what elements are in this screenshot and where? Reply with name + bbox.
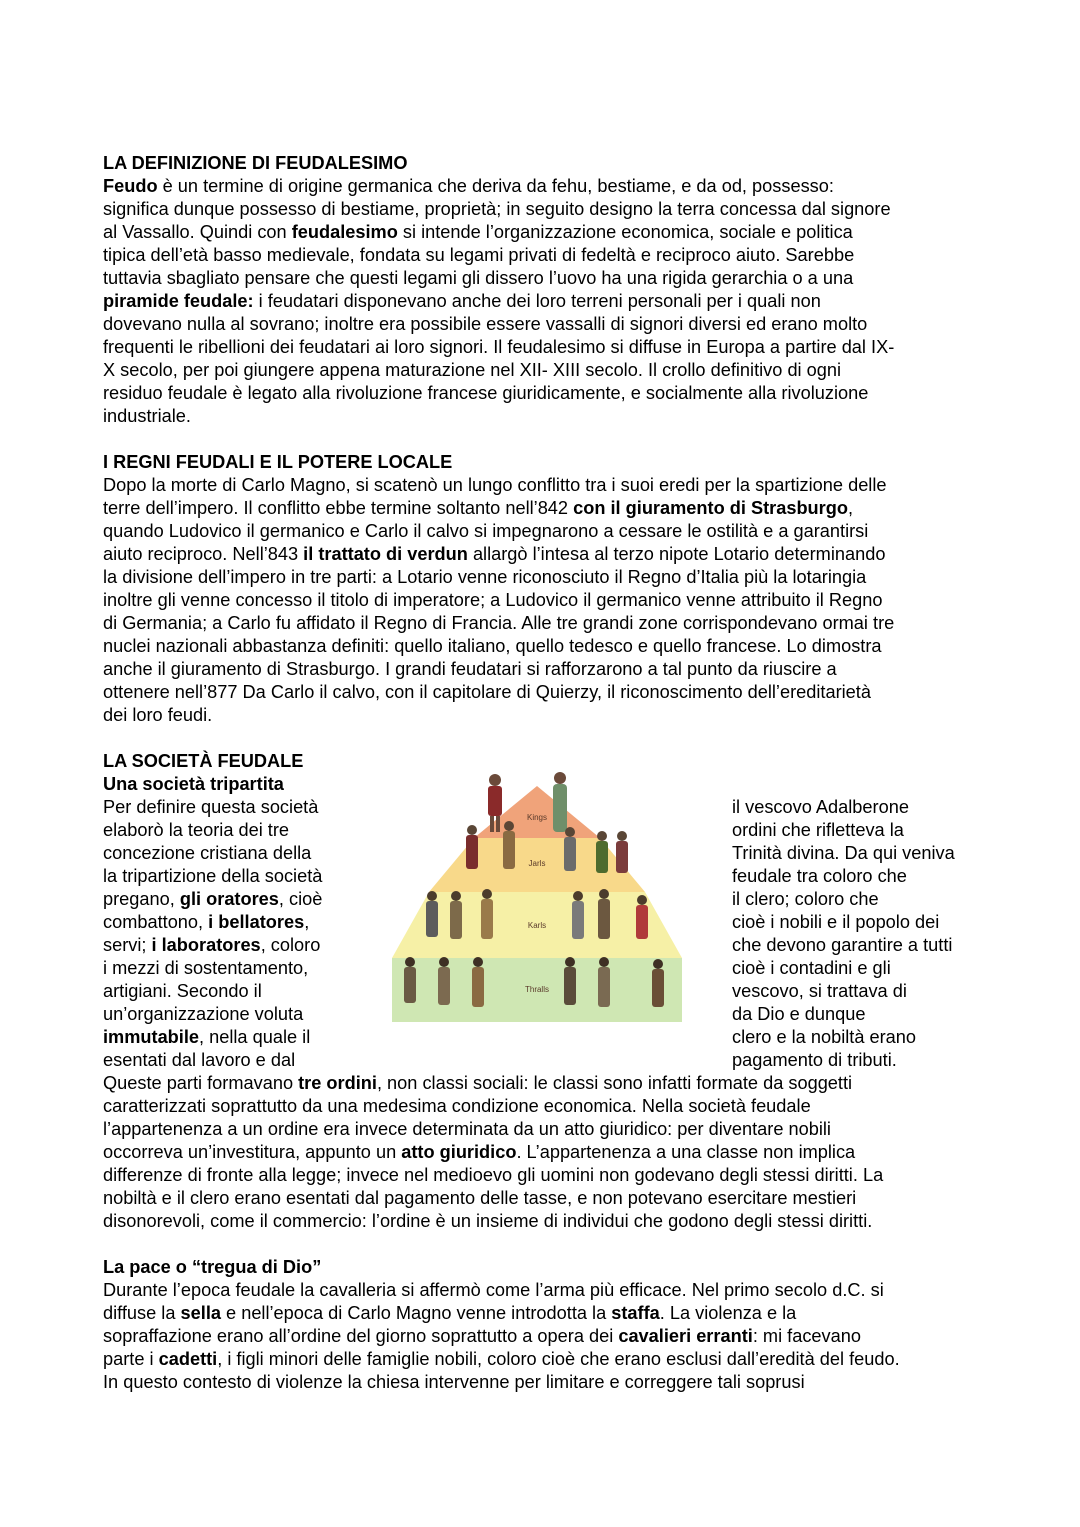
text-run: , coloro bbox=[260, 935, 321, 955]
text-run: , cioè bbox=[278, 889, 323, 909]
bold-term: cavalieri erranti bbox=[618, 1326, 753, 1346]
paragraph-line: anche il giuramento di Strasburgo. I grandi feudatari si rafforzarono a tal punto da riuscire a bbox=[103, 659, 837, 679]
text-run: i feudatari disponevano anche dei loro terreni personali per i quali non bbox=[253, 291, 821, 311]
right-column-line: cioè i nobili e il popolo dei bbox=[732, 912, 940, 932]
text-run: servi; bbox=[103, 935, 152, 955]
right-column-line: feudale tra coloro che bbox=[732, 866, 907, 886]
paragraph-line: nobiltà e il clero erano esentati dal pagamento delle tasse, e non potevano esercitare mestieri bbox=[103, 1188, 857, 1208]
bold-term: con il giuramento di Strasburgo bbox=[573, 498, 848, 518]
paragraph-line: residuo feudale è legato alla rivoluzione francese giuridicamente, e socialmente alla rivoluzione bbox=[103, 383, 869, 403]
paragraph-line bbox=[103, 290, 821, 313]
paragraph-line: frequenti le ribellioni dei feudatari ai loro signori. Il feudalesimo si diffuse in Europa a partire dal IX- bbox=[103, 337, 895, 357]
paragraph-line: dei loro feudi. bbox=[103, 705, 213, 725]
text-run: , bbox=[847, 498, 854, 518]
text-run: parte i bbox=[103, 1349, 159, 1369]
paragraph-line: tipica dell’età basso medievale, fondata su legami privati di fedeltà e reciproco aiuto. Sarebbe bbox=[103, 245, 855, 265]
right-column-line: ordini che rifletteva la bbox=[732, 820, 904, 840]
bold-term: sella bbox=[180, 1303, 221, 1323]
bold-term: immutabile bbox=[103, 1027, 200, 1047]
paragraph-line bbox=[103, 1348, 900, 1371]
text-run: si intende l’organizzazione economica, sociale e politica bbox=[397, 222, 853, 242]
paragraph-line bbox=[103, 1325, 861, 1348]
left-column-line: elaborò la teoria dei tre bbox=[103, 820, 290, 840]
text-run: terre dell’impero. Il conflitto ebbe termine soltanto nell’842 bbox=[103, 498, 574, 518]
paragraph-line bbox=[103, 1141, 855, 1164]
paragraph-line: l’appartenenza a un ordine era invece determinata da un atto giuridico: per diventare nobili bbox=[103, 1119, 831, 1139]
section-title-regni: I REGNI FEUDALI E IL POTERE LOCALE bbox=[103, 452, 453, 472]
text-run: allargò l’intesa al terzo nipote Lotario determinando bbox=[467, 544, 886, 564]
paragraph-line: tuttavia sbagliato pensare che questi legami gli dissero l’uovo ha una rigida gerarchia o a una bbox=[103, 268, 854, 288]
paragraph-line bbox=[103, 175, 834, 198]
left-column-line bbox=[103, 888, 322, 911]
paragraph-line bbox=[103, 221, 853, 244]
bold-term: i laboratores bbox=[151, 935, 261, 955]
paragraph-line: differenze di fronte alla legge; invece nel medioevo gli uomini non godevano degli stessi diritti. La bbox=[103, 1165, 884, 1185]
text-run: combattono, bbox=[103, 912, 209, 932]
left-column-line: concezione cristiana della bbox=[103, 843, 312, 863]
paragraph-line bbox=[103, 1302, 796, 1325]
text-run: , non classi sociali: le classi sono infatti formate da soggetti bbox=[376, 1073, 853, 1093]
paragraph-line: significa dunque possesso di bestiame, proprietà; in seguito designo la terra concessa dal signore bbox=[103, 199, 891, 219]
text-run: sopraffazione erano all’ordine del giorno soprattutto a opera dei bbox=[103, 1326, 619, 1346]
bold-term: atto giuridico bbox=[401, 1142, 517, 1162]
left-column-line: la tripartizione della società bbox=[103, 866, 323, 886]
tier-label-kings: Kings bbox=[526, 813, 548, 822]
text-run: Queste parti formavano bbox=[103, 1073, 299, 1093]
bold-term: Feudo bbox=[103, 176, 158, 196]
pyramid-svg bbox=[392, 766, 682, 1022]
right-column-line: il clero; coloro che bbox=[732, 889, 879, 909]
text-run: pregano, bbox=[103, 889, 180, 909]
bold-term: i bellatores bbox=[208, 912, 305, 932]
left-column-line: i mezzi di sostentamento, bbox=[103, 958, 309, 978]
right-column-line: vescovo, si trattava di bbox=[732, 981, 907, 1001]
paragraph-line: industriale. bbox=[103, 406, 191, 426]
feudal-pyramid-illustration bbox=[392, 766, 682, 1022]
left-column-line bbox=[103, 1026, 310, 1049]
text-run: e nell’epoca di Carlo Magno venne introdotta la bbox=[220, 1303, 612, 1323]
paragraph-line: quando Ludovico il germanico e Carlo il calvo si impegnarono a cessare le ostilità e a garantirsi bbox=[103, 521, 869, 541]
paragraph-line bbox=[103, 543, 885, 566]
paragraph-line: dovevano nulla al sovrano; inoltre era possibile essere vassalli di signori diversi ed erano molto bbox=[103, 314, 868, 334]
right-column-line: Trinità divina. Da qui veniva bbox=[732, 843, 955, 863]
right-column-line: da Dio e dunque bbox=[732, 1004, 866, 1024]
left-column-line: Per definire questa società bbox=[103, 797, 319, 817]
paragraph-line bbox=[103, 1072, 852, 1095]
paragraph-line: Dopo la morte di Carlo Magno, si scatenò un lungo conflitto tra i suoi eredi per la spartizione delle bbox=[103, 475, 887, 495]
text-run: , nella quale il bbox=[199, 1027, 311, 1047]
text-run: , i figli minori delle famiglie nobili, coloro cioè che erano esclusi dall’eredità del feudo. bbox=[217, 1349, 900, 1369]
text-run: diffuse la bbox=[103, 1303, 181, 1323]
text-run: aiuto reciproco. Nell’843 bbox=[103, 544, 304, 564]
bold-term: gli oratores bbox=[179, 889, 279, 909]
paragraph-line: di Germania; a Carlo fu affidato il Regno di Francia. Alle tre grandi zone corrispondevano ormai tre bbox=[103, 613, 895, 633]
paragraph-line bbox=[103, 497, 853, 520]
right-column-line: cioè i contadini e gli bbox=[732, 958, 891, 978]
paragraph-line: X secolo, per poi giungere appena maturazione nel XII- XIII secolo. Il crollo definitivo di ogni bbox=[103, 360, 842, 380]
paragraph-line: In questo contesto di violenze la chiesa intervenne per limitare e correggere tali soprusi bbox=[103, 1372, 805, 1392]
bold-term: staffa bbox=[611, 1303, 660, 1323]
paragraph-line: caratterizzati soprattutto da una medesima condizione economica. Nella società feudale bbox=[103, 1096, 811, 1116]
bold-term: tre ordini bbox=[298, 1073, 377, 1093]
paragraph-line: Durante l’epoca feudale la cavalleria si affermò come l’arma più efficace. Nel primo secolo d.C. si bbox=[103, 1280, 884, 1300]
section-title-societa: LA SOCIETÀ FEUDALE bbox=[103, 751, 304, 771]
right-column-line: clero e la nobiltà erano bbox=[732, 1027, 917, 1047]
paragraph-line: la divisione dell’impero in tre parti: a Lotario venne riconosciuto il Regno d’Italia più la lotaringia bbox=[103, 567, 867, 587]
text-run: è un termine di origine germanica che deriva da fehu, bestiame, e da od, possesso: bbox=[157, 176, 834, 196]
subsection-title: Una società tripartita bbox=[103, 774, 284, 794]
paragraph-line: disonorevoli, come il commercio: l’ordine è un insieme di individui che godono degli stessi diritti. bbox=[103, 1211, 873, 1231]
bold-term: piramide feudale: bbox=[103, 291, 254, 311]
section-title-tregua: La pace o “tregua di Dio” bbox=[103, 1257, 322, 1277]
left-column-line bbox=[103, 934, 320, 957]
right-column-line: il vescovo Adalberone bbox=[732, 797, 909, 817]
text-run: occorreva un’investitura, appunto un bbox=[103, 1142, 402, 1162]
paragraph-line: inoltre gli venne concesso il titolo di imperatore; a Ludovico il germanico venne attribuito il Regno bbox=[103, 590, 883, 610]
tier-label-jarls: Jarls bbox=[528, 859, 546, 868]
text-run: al Vassallo. Quindi con bbox=[103, 222, 292, 242]
left-column-line: un’organizzazione voluta bbox=[103, 1004, 304, 1024]
text-run: , bbox=[304, 912, 310, 932]
paragraph-line: ottenere nell’877 Da Carlo il calvo, con il capitolare di Quierzy, il riconoscimento dell’ereditarietà bbox=[103, 682, 871, 702]
bold-term: cadetti bbox=[158, 1349, 218, 1369]
left-column-line: artigiani. Secondo il bbox=[103, 981, 262, 1001]
bold-term: feudalesimo bbox=[291, 222, 398, 242]
paragraph-line: nuclei nazionali abbastanza definiti: quello italiano, quello tedesco e quello francese. Lo dimostra bbox=[103, 636, 882, 656]
bold-term: il trattato di verdun bbox=[303, 544, 468, 564]
tier-label-thralls: Thralls bbox=[524, 985, 550, 994]
text-run: : mi facevano bbox=[752, 1326, 861, 1346]
right-column-line: che devono garantire a tutti bbox=[732, 935, 953, 955]
left-column-line bbox=[103, 911, 309, 934]
tier-label-karls: Karls bbox=[527, 921, 547, 930]
section-title-definizione: LA DEFINIZIONE DI FEUDALESIMO bbox=[103, 153, 408, 173]
left-column-line: esentati dal lavoro e dal bbox=[103, 1050, 296, 1070]
text-run: . La violenza e la bbox=[659, 1303, 797, 1323]
right-column-line: pagamento di tributi. bbox=[732, 1050, 897, 1070]
text-run: . L’appartenenza a una classe non implica bbox=[516, 1142, 856, 1162]
